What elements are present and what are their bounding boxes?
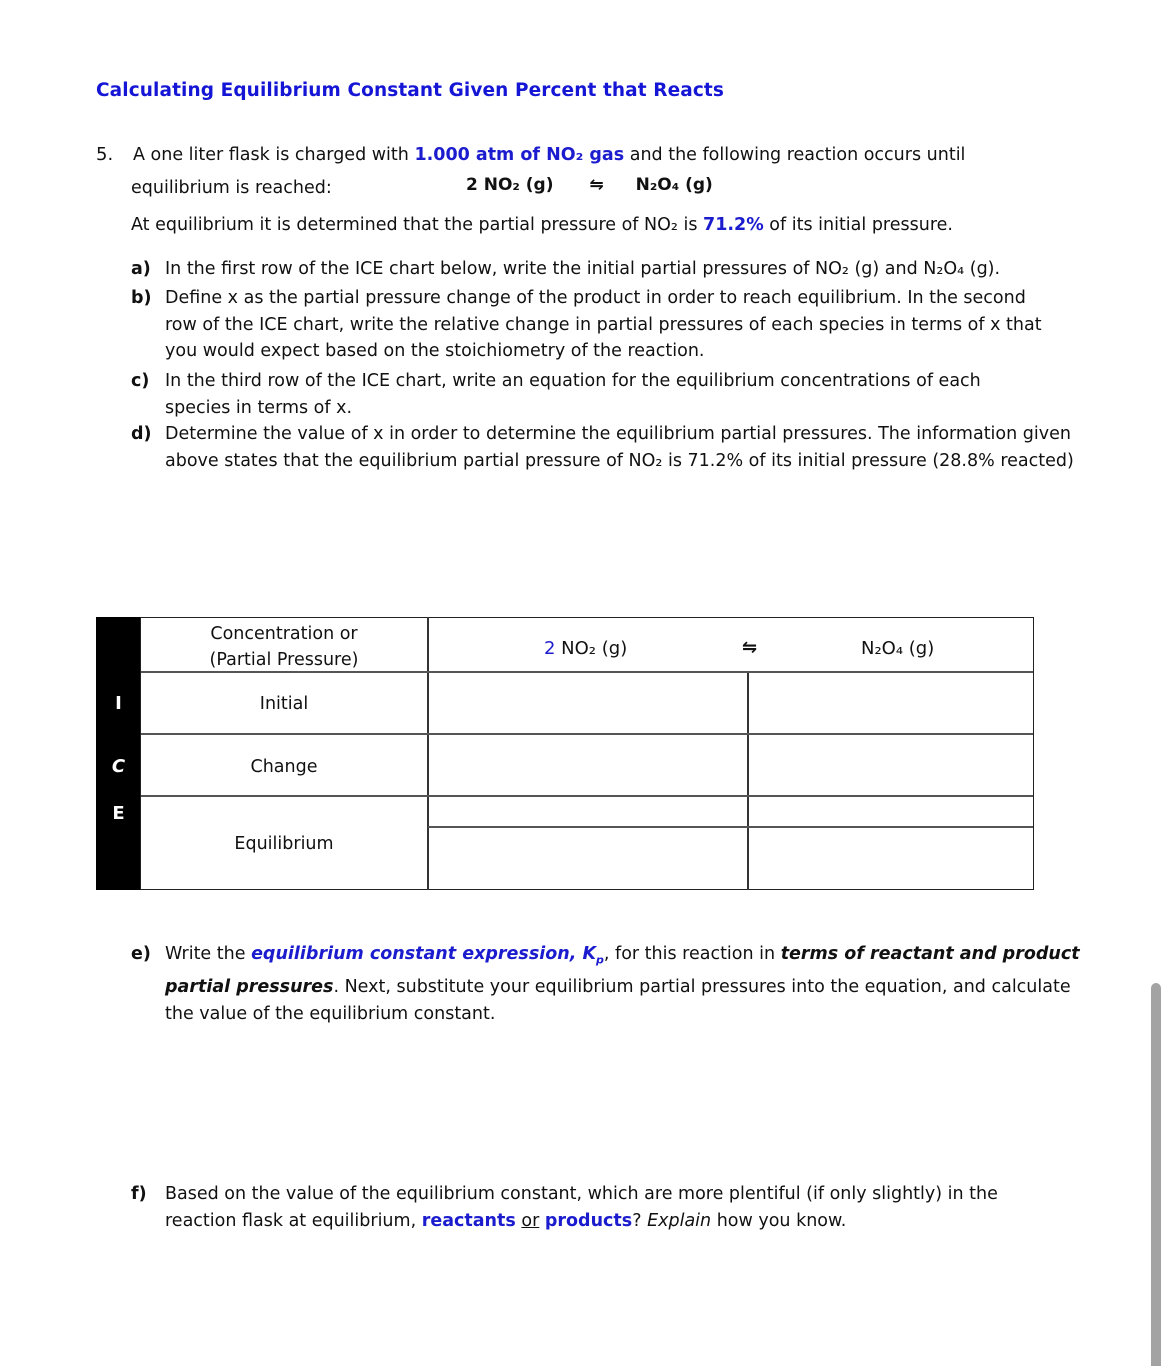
kp-expression-highlight: equilibrium constant expression bbox=[251, 944, 570, 964]
row-label-equilibrium: Equilibrium bbox=[234, 834, 334, 854]
ice-letter-e: E bbox=[112, 803, 125, 824]
partial-pressure-emphasis: terms of reactant and product partial pressures bbox=[165, 944, 1080, 997]
equilibrium-arrow-icon: ⇋ bbox=[589, 175, 604, 195]
header-reactant bbox=[544, 638, 627, 659]
part-label: b) bbox=[131, 288, 152, 308]
question-line-2: equilibrium is reached: bbox=[131, 178, 332, 198]
reaction-equation bbox=[466, 175, 713, 195]
text-run: , for this reaction in bbox=[603, 944, 781, 964]
part-text bbox=[165, 941, 1080, 1027]
reactant-coefficient: 2 bbox=[544, 638, 556, 659]
cell-equilibrium-no2[interactable] bbox=[429, 828, 746, 889]
header-label-line-1: Concentration or bbox=[210, 624, 358, 644]
question-text: At equilibrium it is determined that the partial pressure of NO₂ is bbox=[131, 215, 704, 235]
ice-table bbox=[96, 617, 1034, 890]
part-label: f) bbox=[131, 1184, 147, 1204]
part-d bbox=[131, 421, 1091, 474]
initial-pressure-highlight: 1.000 atm of NO₂ gas bbox=[414, 145, 625, 165]
text-run: ? bbox=[632, 1210, 648, 1231]
cell-initial-n2o4[interactable] bbox=[749, 673, 1033, 732]
part-text: In the third row of the ICE chart, write an equation for the equilibrium concentrations of each species in terms of x. bbox=[165, 371, 981, 418]
text-run: how you know. bbox=[711, 1210, 847, 1231]
vertical-scrollbar[interactable] bbox=[1151, 983, 1161, 1366]
part-a bbox=[131, 256, 1091, 283]
ice-letter-c: C bbox=[111, 756, 126, 777]
ice-letter-i: I bbox=[115, 693, 122, 714]
question-line-3 bbox=[131, 212, 953, 238]
reaction-reactant: 2 NO₂ (g) bbox=[466, 175, 554, 195]
part-e bbox=[131, 941, 1091, 1027]
header-label-line-2: (Partial Pressure) bbox=[209, 650, 359, 670]
question-text: and the following reaction occurs until bbox=[624, 145, 966, 165]
explain-emphasis: Explain bbox=[647, 1210, 712, 1231]
part-label: e) bbox=[131, 944, 151, 964]
kp-symbol: , K bbox=[569, 944, 597, 964]
question-line-1 bbox=[133, 142, 965, 168]
cell-equilibrium-n2o4[interactable] bbox=[749, 828, 1033, 889]
part-label: c) bbox=[131, 371, 150, 391]
question-number: 5. bbox=[96, 144, 114, 165]
section-title: Calculating Equilibrium Constant Given Percent that Reacts bbox=[96, 80, 724, 101]
cell-change-n2o4[interactable] bbox=[749, 735, 1033, 794]
cell-change-no2[interactable] bbox=[429, 735, 746, 794]
text-run: Write the bbox=[165, 944, 252, 964]
part-b bbox=[131, 285, 1091, 365]
or-underlined: or bbox=[521, 1210, 540, 1231]
part-text bbox=[165, 1181, 1025, 1234]
header-label bbox=[141, 621, 427, 673]
part-label: a) bbox=[131, 259, 151, 279]
question-text: A one liter flask is charged with bbox=[133, 145, 415, 165]
cell-initial-no2[interactable] bbox=[429, 673, 746, 732]
text-run: Based on the value of the equilibrium constant, which are more plentiful (if only slightly) in the reaction flask at equilibrium, bbox=[165, 1184, 998, 1231]
part-c bbox=[131, 368, 1091, 421]
kp-subscript: p bbox=[596, 953, 604, 967]
part-text: In the first row of the ICE chart below, write the initial partial pressures of NO₂ (g) and N₂O₄ (g). bbox=[165, 259, 1001, 279]
part-text: Determine the value of x in order to determine the equilibrium partial pressures. The information given above states that the equilibrium partial pressure of NO₂ is 71.2% of its initial pressure (28.8% reacted) bbox=[165, 424, 1074, 471]
products-highlight: products bbox=[544, 1210, 633, 1231]
reaction-product: N₂O₄ (g) bbox=[635, 175, 713, 195]
reactants-highlight: reactants bbox=[421, 1210, 516, 1231]
row-divider bbox=[141, 795, 1033, 797]
part-f bbox=[131, 1181, 1091, 1234]
text-run: . Next, substitute your equilibrium partial pressures into the equation, and calculate the value of the equilibrium constant. bbox=[165, 977, 1071, 1024]
equilibrium-arrow-icon: ⇋ bbox=[742, 637, 758, 658]
reactant-formula: NO₂ (g) bbox=[555, 638, 628, 659]
part-text: Define x as the partial pressure change of the product in order to reach equilibrium. In the second row of the ICE chart, write the relative change in partial pressures of each species in terms of x that you would expect based on the stoichiometry of the reaction. bbox=[165, 288, 1042, 361]
row-label-change: Change bbox=[250, 757, 318, 777]
question-text: of its initial pressure. bbox=[763, 215, 953, 235]
row-label-initial: Initial bbox=[259, 694, 309, 714]
part-label: d) bbox=[131, 424, 152, 444]
ice-sidebar bbox=[96, 617, 141, 890]
header-product: N₂O₄ (g) bbox=[861, 638, 935, 659]
percent-highlight: 71.2% bbox=[703, 215, 764, 235]
